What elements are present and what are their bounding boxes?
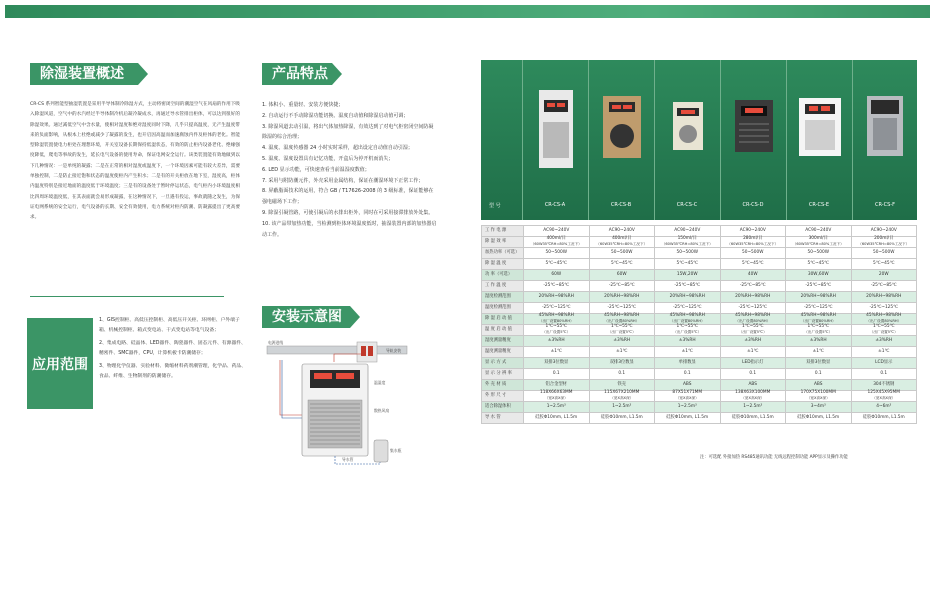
spec-row <box>482 303 917 314</box>
svg-text:集水瓶: 集水瓶 <box>390 448 402 453</box>
spec-cell: 0.1 <box>655 369 721 380</box>
spec-cell: 45%RH~98%RH （出厂设置80%RH） <box>720 314 786 325</box>
spec-row <box>482 226 917 237</box>
spec-row <box>482 270 917 281</box>
spec-label: 适合除湿体积 <box>482 402 524 413</box>
spec-cell: 60W <box>524 270 590 281</box>
spec-cell: 5℃~45℃ <box>589 259 655 270</box>
spec-cell: 0.1 <box>720 369 786 380</box>
feature-item: 6. LED 显示功能，可快速查看当前温湿度数值； <box>262 166 370 173</box>
spec-cell: 300ml/日 （60W35℃RH=80%工况下） <box>786 237 852 248</box>
spec-cell: 1℃~55℃ （出厂设置5℃） <box>589 325 655 336</box>
spec-cell: 硅胶Φ10mm, L1.5m <box>786 413 852 424</box>
spec-label: 导 水 管 <box>482 413 524 424</box>
spec-cell: 铁壳 <box>589 380 655 391</box>
product-image-a <box>523 60 589 180</box>
spec-cell: 5℃~45℃ <box>524 259 590 270</box>
spec-cell: -25℃~85℃ <box>655 281 721 292</box>
spec-cell: 3~4m³ <box>786 402 852 413</box>
spec-row <box>482 380 917 391</box>
model-label: CR-CS-E <box>808 202 830 208</box>
spec-cell: 50~500W <box>524 248 590 259</box>
spec-cell: 200ml/日 （60W35℃RH=80%工况下） <box>851 237 917 248</box>
svg-text:电源进线: 电源进线 <box>268 340 284 345</box>
product-image-c <box>655 60 721 180</box>
model-label: CR-CS-D <box>742 202 764 208</box>
spec-cell: 1℃~55℃ （出厂设置5℃） <box>655 325 721 336</box>
installation-heading: 安装示意图 <box>262 306 350 328</box>
spec-cell: ±1℃ <box>851 347 917 358</box>
spec-cell: 5℃~45℃ <box>655 259 721 270</box>
spec-cell: ABS <box>655 380 721 391</box>
overview-text: CR-CS 系列智能型抽湿装置是采用半导体制冷除湿方式，主动将密闭空间的潮湿空气在风扇的作用下吸入除湿风道，空气中的水汽经过半导体制冷机后凝冷凝成水，再通过导水管排出柜体，可以达到很好的除湿效果。通过减低空气中含水量，使相对湿度和绝对湿度同时下降，几乎只提高温度，无产生温度带来的负面影响，从根本上杜绝或减少了凝露的发生，也开启因高温而加速腐蚀内件及柜体的老化。智能型除湿装置使电力柜处在理想环境，开关室设备长期保持低湿状态，有效的防止柜内设备老化、绝缘强度降低，爬电等事故的发生，延长电气设备的使用寿命，保证电网安全运行。该类装置能有效地做到以下几种情况：一是单纯的凝露；二是在正常的相对湿度或温度下，一个环境因素可能有较大差异，需要单独控制，二是防止接近饱和状态的温度使柜内产生积水；二是有的开关柜放在地下室，湿度高，柜体内温度特别是接近地面的温度低于环境温度；三是有的设备处于暂时停运状态，电气柜内小环境温度相比四周环境温度低，在其表面就会易形成凝露，在这种情况下，一旦遇有投运，事故就随之发生，为保证电网系统的安全运行，电气设备的长期、安全有效使用，电力系统对柜内防潮、防凝露提出了更高要求。 <box>30 102 240 221</box>
spec-cell: 5℃~45℃ <box>720 259 786 270</box>
spec-cell: 30W,60W <box>786 270 852 281</box>
spec-cell: 50~500W <box>786 248 852 259</box>
spec-cell: -25℃~125℃ <box>851 303 917 314</box>
product-image-f <box>853 60 917 180</box>
spec-label: 显 示 分 辨 率 <box>482 369 524 380</box>
model-header-row: 型 号 CR-CS-A CR-CS-B CR-CS-C CR-CS-D CR-CS-E CR-CS-F <box>481 188 917 220</box>
spec-cell: ±3%RH <box>524 336 590 347</box>
applications-heading: 应用范围 <box>27 318 93 409</box>
application-item: 1、GIS控制柜、高低压控制柜、高低压开关柜、环网柜、户外端子箱、机械控制柜、箱式变电站、干式变电站等电气设备； <box>99 318 240 333</box>
spec-cell: 1℃~55℃ （出厂设置5℃） <box>524 325 590 336</box>
spec-cell: 硅胶Φ10mm, L1.5m <box>720 413 786 424</box>
spec-row <box>482 314 917 325</box>
spec-cell: LCD显示 <box>851 358 917 369</box>
options-note: 注：可选配 外接加热 RS485通讯功能 无线远程控制功能 APP显示及操作功能 <box>700 455 848 460</box>
spec-cell: -25℃~125℃ <box>720 303 786 314</box>
spec-cell: 170X75X100MM （宽X高X深） <box>786 391 852 402</box>
spec-cell: ±3%RH <box>851 336 917 347</box>
spec-cell: 20%RH~98%RH <box>655 292 721 303</box>
spec-cell: 45%RH~98%RH （出厂设置80%RH） <box>524 314 590 325</box>
spec-cell: 0.1 <box>786 369 852 380</box>
spec-cell: 15W,20W <box>655 270 721 281</box>
spec-cell: 硅胶Φ10mm, L1.5m <box>851 413 917 424</box>
spec-cell: ±3%RH <box>655 336 721 347</box>
spec-cell: 0.1 <box>851 369 917 380</box>
divider <box>30 296 224 297</box>
spec-row <box>482 259 917 270</box>
model-label: CR-CS-A <box>544 202 566 208</box>
spec-label: 温度检测范围 <box>482 303 524 314</box>
spec-cell: 1℃~55℃ （出厂设置5℃） <box>720 325 786 336</box>
top-banner <box>5 5 930 18</box>
spec-cell: 50~500W <box>720 248 786 259</box>
spec-cell: -25℃~85℃ <box>524 281 590 292</box>
spec-cell: 铝合金型材 <box>524 380 590 391</box>
overview-heading: 除湿装置概述 <box>30 63 138 85</box>
spec-cell: 0.1 <box>589 369 655 380</box>
svg-text:导水管: 导水管 <box>342 457 354 462</box>
spec-cell: ±1℃ <box>589 347 655 358</box>
spec-cell: 45%RH~98%RH （出厂设置80%RH） <box>851 314 917 325</box>
feature-item: 1. 体积小、重量轻、安装方便快捷； <box>262 102 344 108</box>
spec-cell: 20%RH~98%RH <box>720 292 786 303</box>
feature-item: 7. 采用与附防潮元件，外壳采用金属结构，保证在潮湿环境下正常工作； <box>262 177 424 184</box>
spec-label: 湿度检测范围 <box>482 292 524 303</box>
spec-cell: ABS <box>720 380 786 391</box>
spec-cell: 5℃~45℃ <box>786 259 852 270</box>
spec-cell: 单排数显 <box>655 358 721 369</box>
spec-cell: -25℃~125℃ <box>589 303 655 314</box>
spec-label: 温度测量精度 <box>482 347 524 358</box>
spec-cell: 20%RH~98%RH <box>524 292 590 303</box>
spec-label: 湿度测量精度 <box>482 336 524 347</box>
spec-cell: -25℃~125℃ <box>524 303 590 314</box>
spec-cell: -25℃~85℃ <box>589 281 655 292</box>
spec-cell: 150ml/日 （60W35℃RH=80%工况下） <box>655 237 721 248</box>
spec-cell: 50~500W <box>851 248 917 259</box>
spec-row <box>482 248 917 259</box>
spec-cell: 1~2.5m³ <box>524 402 590 413</box>
spec-cell: 115X67X210MM （宽X高X深） <box>589 391 655 402</box>
spec-cell: AC90~240V <box>720 226 786 237</box>
application-item: 2、集成电路、硅晶体、LED器件、陶瓷器件、固态元件、有源器件、精密件、SMC器件，CPU，计算机板卡防潮储存； <box>99 341 246 356</box>
spec-label: 工 作 电 源 <box>482 226 524 237</box>
spec-cell: ±3%RH <box>720 336 786 347</box>
spec-cell: 400ml/日 （60W35℃RH=80%工况下） <box>524 237 590 248</box>
spec-cell: 20%RH~98%RH <box>851 292 917 303</box>
spec-cell: -25℃~85℃ <box>720 281 786 292</box>
spec-cell: 硅胶Φ10mm, L1.5m <box>524 413 590 424</box>
feature-item: 8. 屏蔽脂面技术的运用，符合 GB / T17626-2008 的 3 级标准，保证能够在强电磁场下工作； <box>262 188 434 206</box>
spec-label: 除 湿 温 度 <box>482 259 524 270</box>
spec-label: 工 作 温 度 <box>482 281 524 292</box>
feature-item: 9. 除湿引凝管路，可使引凝后的水排出柜外，同时在可采用接滞排放外处集。 <box>262 209 434 216</box>
spec-cell: 1~2.5m³ <box>589 402 655 413</box>
svg-text:散热风扇: 散热风扇 <box>374 408 390 413</box>
spec-label: 功 率（可选） <box>482 270 524 281</box>
features-heading: 产品特点 <box>262 63 332 85</box>
model-label: CR-CS-B <box>610 202 632 208</box>
spec-label: 显 示 方 式 <box>482 358 524 369</box>
spec-label: 加热功率（可选） <box>482 248 524 259</box>
spec-cell: AC90~240V <box>786 226 852 237</box>
spec-cell: 1~2.5m³ <box>720 402 786 413</box>
spec-row <box>482 391 917 402</box>
spec-row <box>482 347 917 358</box>
spec-cell: ±3%RH <box>786 336 852 347</box>
spec-cell: ±1℃ <box>524 347 590 358</box>
product-image-e <box>787 60 853 180</box>
model-label: CR-CS-F <box>875 202 895 208</box>
spec-cell: ±1℃ <box>655 347 721 358</box>
spec-cell: 双排3位数显 <box>786 358 852 369</box>
spec-cell: 5℃~45℃ <box>851 259 917 270</box>
spec-cell: 45%RH~98%RH （出厂设置80%RH） <box>655 314 721 325</box>
spec-cell: 0.1 <box>524 369 590 380</box>
svg-text:导轨安装: 导轨安装 <box>386 348 402 353</box>
spec-cell: 20W <box>851 270 917 281</box>
spec-cell: ±1℃ <box>720 347 786 358</box>
spec-cell: 87X51X71MM （宽X高X深） <box>655 391 721 402</box>
spec-row <box>482 358 917 369</box>
spec-cell: -25℃~85℃ <box>786 281 852 292</box>
spec-cell: LED指示灯 <box>720 358 786 369</box>
installation-diagram <box>262 340 422 470</box>
spec-row <box>482 402 917 413</box>
spec-label: 温 度 启 动 值 <box>482 325 524 336</box>
spec-cell: 1℃~55℃ （出厂设置5℃） <box>851 325 917 336</box>
spec-cell: 1~2.5m³ <box>655 402 721 413</box>
feature-item: 10. 该产品带加热功能，当检测到柜体环境温度低时，抽湿装置内部的加热器启动工作。 <box>262 220 437 238</box>
application-item: 3、物理化学仪器、实验材料、微缩材料药剂潮管理，化学品、药品、食品、纤维、生物制剂的防潮储存。 <box>99 364 246 379</box>
spec-row <box>482 281 917 292</box>
feature-item: 2. 自动运行不手动除湿功能切换、温度自动值和除湿启动值可调； <box>262 112 409 119</box>
model-label: CR-CS-C <box>676 202 698 208</box>
spec-cell: 硅胶Φ10mm, L1.5m <box>589 413 655 424</box>
feature-item: 3. 除湿风道去动引温，将出气体加热降湿，有效达到了对电气柜密闭空间防凝除湿的综合治理； <box>262 123 434 141</box>
spec-cell: -25℃~85℃ <box>851 281 917 292</box>
spec-cell: ±3%RH <box>589 336 655 347</box>
applications-list <box>99 316 249 386</box>
spec-cell: 118X66X63MM （宽X高X深） <box>524 391 590 402</box>
spec-cell: 304不锈钢 <box>851 380 917 391</box>
spec-label: 外 形 尺 寸 <box>482 391 524 402</box>
spec-cell: 20%RH~98%RH <box>786 292 852 303</box>
spec-cell: 20%RH~98%RH <box>589 292 655 303</box>
spec-row <box>482 413 917 424</box>
spec-row <box>482 237 917 248</box>
spec-cell: 280ml/日 （60W35℃RH=80%工况下） <box>720 237 786 248</box>
spec-cell: 1℃~55℃ （出厂设置5℃） <box>786 325 852 336</box>
spec-cell: 硅胶Φ10mm, L1.5m <box>655 413 721 424</box>
spec-row <box>482 292 917 303</box>
spec-cell: 4~6m³ <box>851 402 917 413</box>
spec-cell: ABS <box>786 380 852 391</box>
spec-cell: -25℃~125℃ <box>786 303 852 314</box>
spec-cell: 双排3位数显 <box>524 358 590 369</box>
spec-cell: AC90~240V <box>655 226 721 237</box>
spec-cell: 50~500W <box>589 248 655 259</box>
feature-item: 5. 温度、湿度设置具有记忆功能，开盒后为停开机而消失； <box>262 155 394 162</box>
spec-cell: 138X63X100MM （宽X高X深） <box>720 391 786 402</box>
spec-label: 外 壳 材 质 <box>482 380 524 391</box>
spec-label: 除 湿 效 率 <box>482 237 524 248</box>
spec-cell: AC90~240V <box>851 226 917 237</box>
spec-cell: 45%RH~98%RH （出厂设置80%RH） <box>589 314 655 325</box>
spec-cell: 双排3位数显 <box>589 358 655 369</box>
spec-cell: 400ml/日 （60W35℃RH=80%工况下） <box>589 237 655 248</box>
spec-row <box>482 369 917 380</box>
spec-cell: AC90~240V <box>589 226 655 237</box>
spec-table <box>481 225 917 424</box>
features-list <box>262 100 437 240</box>
spec-cell: ±1℃ <box>786 347 852 358</box>
feature-item: 4. 温度、温度传感器 24 小时实时采样，超出设定自动值自动引湿； <box>262 145 413 152</box>
spec-cell: 45%RH~98%RH （出厂设置80%RH） <box>786 314 852 325</box>
spec-cell: -25℃~125℃ <box>655 303 721 314</box>
spec-cell: AC90~240V <box>524 226 590 237</box>
spec-cell: 40W <box>720 270 786 281</box>
spec-cell: 60W <box>589 270 655 281</box>
product-image-d <box>721 60 787 180</box>
svg-text:温湿度: 温湿度 <box>374 380 386 385</box>
spec-row <box>482 336 917 347</box>
spec-label: 除 湿 启 动 值 <box>482 314 524 325</box>
spec-row <box>482 325 917 336</box>
product-image-b <box>589 60 655 180</box>
spec-cell: 125X45X95MM （宽X高X深） <box>851 391 917 402</box>
spec-cell: 50~500W <box>655 248 721 259</box>
